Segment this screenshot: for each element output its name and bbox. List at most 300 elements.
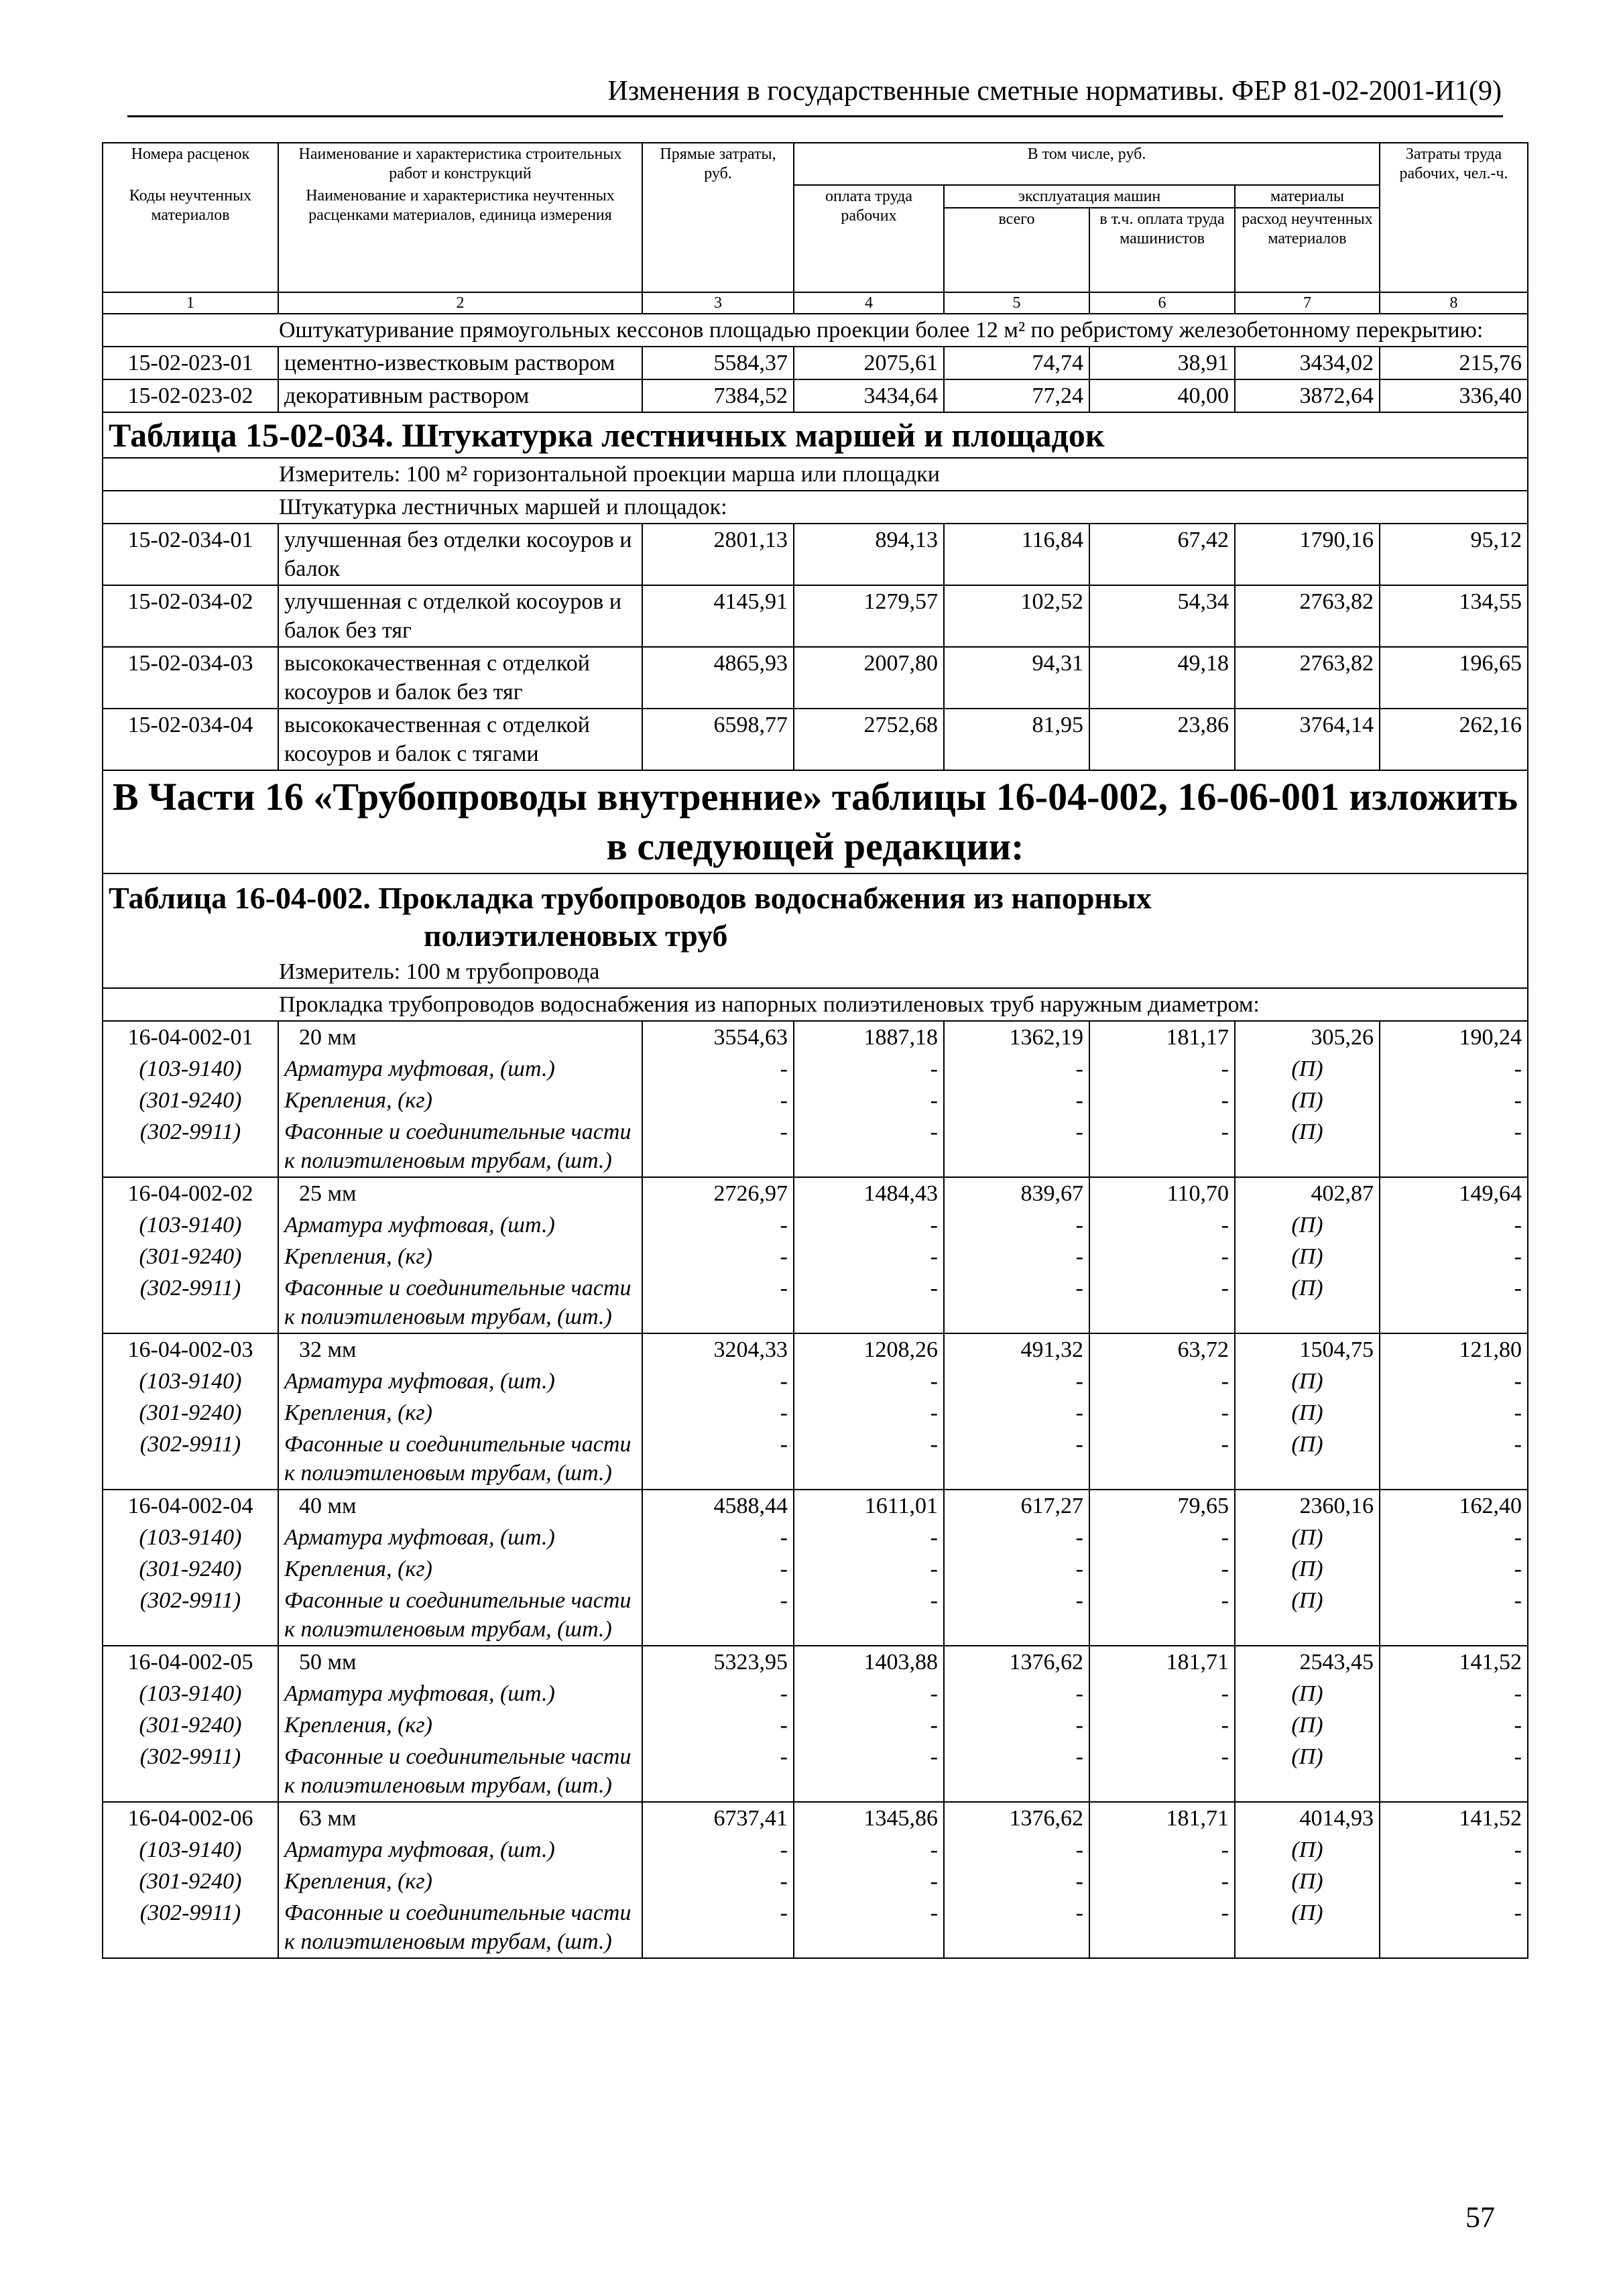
- material-name: Крепления, (кг): [278, 1241, 642, 1272]
- value-cell: 2763,82: [1235, 585, 1380, 647]
- value-cell: 3872,64: [1235, 379, 1380, 412]
- material-value: -: [1089, 1553, 1235, 1585]
- value-cell: 5584,37: [642, 347, 794, 379]
- material-code: (302-9911): [103, 1429, 278, 1490]
- material-value: -: [944, 1585, 1089, 1646]
- value-cell: 77,24: [944, 379, 1089, 412]
- material-code: (301-9240): [103, 1866, 278, 1897]
- rate-code: 15-02-034-02: [103, 585, 278, 647]
- material-value: -: [794, 1866, 944, 1897]
- material-value: -: [1089, 1241, 1235, 1272]
- material-value: -: [1089, 1585, 1235, 1646]
- work-name: 25 мм: [278, 1177, 642, 1209]
- column-number: 7: [1235, 292, 1380, 314]
- value-cell: 1484,43: [794, 1177, 944, 1209]
- material-value: -: [1089, 1272, 1235, 1333]
- value-cell: 1345,86: [794, 1802, 944, 1834]
- value-cell: 1504,75: [1235, 1333, 1380, 1366]
- material-value: -: [1380, 1085, 1528, 1116]
- material-value: -: [1089, 1741, 1235, 1802]
- rate-code: 15-02-034-04: [103, 709, 278, 770]
- value-cell: 6737,41: [642, 1802, 794, 1834]
- material-value: -: [1089, 1429, 1235, 1490]
- material-value: -: [1380, 1116, 1528, 1177]
- title-line-1: Таблица 16-04-002. Прокладка трубопроводов водоснабжения из напорных: [109, 881, 1152, 915]
- material-value: (П): [1235, 1553, 1380, 1585]
- material-value: -: [642, 1116, 794, 1177]
- material-name: Фасонные и соединительные части к полиэтиленовым трубам, (шт.): [278, 1585, 642, 1646]
- material-value: -: [794, 1522, 944, 1553]
- material-value: -: [1089, 1678, 1235, 1709]
- value-cell: 74,74: [944, 347, 1089, 379]
- table-title-16-002-text: [103, 873, 1528, 956]
- value-cell: 95,12: [1380, 524, 1528, 585]
- material-value: -: [1380, 1272, 1528, 1333]
- material-value: -: [794, 1116, 944, 1177]
- value-cell: 4588,44: [642, 1490, 794, 1522]
- value-cell: 38,91: [1089, 347, 1235, 379]
- rate-row: [103, 1646, 1528, 1678]
- rate-row: [103, 1021, 1528, 1053]
- rate-code: 16-04-002-03: [103, 1333, 278, 1366]
- material-value: -: [642, 1366, 794, 1397]
- work-name: 63 мм: [278, 1802, 642, 1834]
- value-cell: 141,52: [1380, 1802, 1528, 1834]
- material-value: -: [944, 1085, 1089, 1116]
- material-row: [103, 1241, 1528, 1272]
- value-cell: 141,52: [1380, 1646, 1528, 1678]
- value-cell: 4865,93: [642, 647, 794, 709]
- material-value: (П): [1235, 1272, 1380, 1333]
- material-value: -: [642, 1272, 794, 1333]
- work-name: улучшенная без отделки косоуров и балок: [278, 524, 642, 585]
- material-value: -: [794, 1585, 944, 1646]
- material-value: -: [642, 1429, 794, 1490]
- material-value: -: [794, 1241, 944, 1272]
- table-title-16-002: [103, 873, 1528, 956]
- material-name: Арматура муфтовая, (шт.): [278, 1053, 642, 1085]
- value-cell: 1376,62: [944, 1802, 1089, 1834]
- value-cell: 491,32: [944, 1333, 1089, 1366]
- material-value: -: [1089, 1834, 1235, 1866]
- material-value: -: [1089, 1522, 1235, 1553]
- column-number: 2: [278, 292, 642, 314]
- material-value: -: [1380, 1053, 1528, 1085]
- table-title-15-034: [103, 412, 1528, 458]
- value-cell: 196,65: [1380, 647, 1528, 709]
- value-cell: 181,71: [1089, 1802, 1235, 1834]
- material-value: -: [642, 1866, 794, 1897]
- rate-code: 16-04-002-04: [103, 1490, 278, 1522]
- value-cell: 1279,57: [794, 585, 944, 647]
- material-value: -: [944, 1053, 1089, 1085]
- material-value: -: [1380, 1897, 1528, 1958]
- column-number: 8: [1380, 292, 1528, 314]
- value-cell: 110,70: [1089, 1177, 1235, 1209]
- work-name: 20 мм: [278, 1021, 642, 1053]
- material-value: -: [794, 1209, 944, 1241]
- value-cell: 1790,16: [1235, 524, 1380, 585]
- hdr-materials: материалы: [1235, 185, 1380, 208]
- value-cell: 1208,26: [794, 1333, 944, 1366]
- material-row: [103, 1834, 1528, 1866]
- material-value: (П): [1235, 1085, 1380, 1116]
- value-cell: 4014,93: [1235, 1802, 1380, 1834]
- material-value: (П): [1235, 1241, 1380, 1272]
- column-number: 5: [944, 292, 1089, 314]
- hdr-col1-bottom: Коды неучтенных материалов: [103, 185, 278, 292]
- material-row: [103, 1397, 1528, 1429]
- material-code: (302-9911): [103, 1116, 278, 1177]
- material-row: [103, 1741, 1528, 1802]
- value-cell: 181,17: [1089, 1021, 1235, 1053]
- value-cell: 3764,14: [1235, 709, 1380, 770]
- rate-code: 15-02-034-03: [103, 647, 278, 709]
- value-cell: 149,64: [1380, 1177, 1528, 1209]
- material-code: (302-9911): [103, 1272, 278, 1333]
- value-cell: 102,52: [944, 585, 1089, 647]
- material-value: -: [944, 1116, 1089, 1177]
- column-number: 6: [1089, 292, 1235, 314]
- work-name: декоративным раствором: [278, 379, 642, 412]
- material-value: (П): [1235, 1522, 1380, 1553]
- material-row: [103, 1429, 1528, 1490]
- material-value: (П): [1235, 1585, 1380, 1646]
- material-code: (103-9140): [103, 1834, 278, 1866]
- header-row-2: [103, 185, 1528, 208]
- material-value: -: [944, 1866, 1089, 1897]
- material-value: -: [1089, 1709, 1235, 1741]
- material-row: [103, 1678, 1528, 1709]
- material-code: (103-9140): [103, 1209, 278, 1241]
- value-cell: 181,71: [1089, 1646, 1235, 1678]
- material-value: -: [944, 1397, 1089, 1429]
- value-cell: 4145,91: [642, 585, 794, 647]
- material-code: (301-9240): [103, 1085, 278, 1116]
- hdr-group: В том числе, руб.: [794, 143, 1380, 185]
- value-cell: 1611,01: [794, 1490, 944, 1522]
- material-name: Арматура муфтовая, (шт.): [278, 1366, 642, 1397]
- value-cell: 2360,16: [1235, 1490, 1380, 1522]
- work-name: 50 мм: [278, 1646, 642, 1678]
- material-value: -: [1380, 1834, 1528, 1866]
- material-value: -: [944, 1366, 1089, 1397]
- material-value: -: [944, 1209, 1089, 1241]
- section-intro-15-023: [103, 314, 1528, 347]
- value-cell: 5323,95: [642, 1646, 794, 1678]
- hdr-operator-wages: в т.ч. оплата труда машинистов: [1089, 208, 1235, 292]
- title-line-2: полиэтиленовых труб: [424, 918, 728, 953]
- rate-code: 15-02-023-01: [103, 347, 278, 379]
- work-name: 40 мм: [278, 1490, 642, 1522]
- value-cell: 3434,64: [794, 379, 944, 412]
- material-value: -: [944, 1553, 1089, 1585]
- material-value: -: [1089, 1209, 1235, 1241]
- rate-code: 16-04-002-02: [103, 1177, 278, 1209]
- value-cell: 7384,52: [642, 379, 794, 412]
- hdr-wages: оплата труда рабочих: [794, 185, 944, 292]
- rate-row: [103, 585, 1528, 647]
- value-cell: 121,80: [1380, 1333, 1528, 1366]
- material-value: -: [642, 1553, 794, 1585]
- material-value: (П): [1235, 1429, 1380, 1490]
- material-name: Фасонные и соединительные части к полиэтиленовым трубам, (шт.): [278, 1116, 642, 1177]
- section-intro-15-023-text: Оштукатуривание прямоугольных кессонов площадью проекции более 12 м² по ребристому железобетонному перекрытию:: [103, 314, 1528, 347]
- material-value: -: [642, 1522, 794, 1553]
- hdr-col1-top: Номера расценок: [103, 143, 278, 185]
- rate-code: 16-04-002-01: [103, 1021, 278, 1053]
- material-value: -: [794, 1678, 944, 1709]
- material-code: (301-9240): [103, 1397, 278, 1429]
- material-value: -: [944, 1241, 1089, 1272]
- rate-row: [103, 347, 1528, 379]
- value-cell: 894,13: [794, 524, 944, 585]
- value-cell: 305,26: [1235, 1021, 1380, 1053]
- value-cell: 6598,77: [642, 709, 794, 770]
- value-cell: 1376,62: [944, 1646, 1089, 1678]
- material-value: (П): [1235, 1866, 1380, 1897]
- value-cell: 2075,61: [794, 347, 944, 379]
- material-value: -: [1380, 1397, 1528, 1429]
- hdr-col2-top: Наименование и характеристика строительных работ и конструкций: [278, 143, 642, 185]
- material-value: -: [794, 1834, 944, 1866]
- material-value: -: [642, 1085, 794, 1116]
- value-cell: 2801,13: [642, 524, 794, 585]
- material-code: (301-9240): [103, 1709, 278, 1741]
- hdr-direct-costs: Прямые затраты, руб.: [642, 143, 794, 292]
- value-cell: 617,27: [944, 1490, 1089, 1522]
- material-value: (П): [1235, 1397, 1380, 1429]
- column-numbers-row: [103, 292, 1528, 314]
- material-value: -: [944, 1709, 1089, 1741]
- material-row: [103, 1272, 1528, 1333]
- intro-16-002-text: Прокладка трубопроводов водоснабжения из напорных полиэтиленовых труб наружным диаметром:: [103, 988, 1528, 1021]
- material-row: [103, 1366, 1528, 1397]
- norms-table: [102, 142, 1528, 1959]
- material-value: -: [944, 1897, 1089, 1958]
- meter-16-002: [103, 956, 1528, 988]
- material-value: (П): [1235, 1116, 1380, 1177]
- meter-16-002-text: Измеритель: 100 м трубопровода: [103, 956, 1528, 988]
- material-name: Арматура муфтовая, (шт.): [278, 1678, 642, 1709]
- material-value: -: [642, 1053, 794, 1085]
- material-value: -: [794, 1897, 944, 1958]
- material-value: -: [1380, 1429, 1528, 1490]
- rate-row: [103, 1802, 1528, 1834]
- value-cell: 1362,19: [944, 1021, 1089, 1053]
- material-value: -: [1380, 1741, 1528, 1802]
- material-name: Крепления, (кг): [278, 1866, 642, 1897]
- material-value: -: [642, 1209, 794, 1241]
- material-value: (П): [1235, 1209, 1380, 1241]
- material-row: [103, 1553, 1528, 1585]
- material-value: -: [794, 1553, 944, 1585]
- material-name: Крепления, (кг): [278, 1709, 642, 1741]
- part16-heading: [103, 770, 1528, 873]
- material-row: [103, 1522, 1528, 1553]
- value-cell: 215,76: [1380, 347, 1528, 379]
- material-row: [103, 1116, 1528, 1177]
- material-value: -: [642, 1897, 794, 1958]
- work-name: высококачественная с отделкой косоуров и балок с тягами: [278, 709, 642, 770]
- value-cell: 262,16: [1380, 709, 1528, 770]
- rate-code: 15-02-023-02: [103, 379, 278, 412]
- material-code: (103-9140): [103, 1522, 278, 1553]
- intro-16-002: [103, 988, 1528, 1021]
- hdr-machines: эксплуатация машин: [944, 185, 1235, 208]
- material-value: -: [1380, 1553, 1528, 1585]
- header-rule: [127, 115, 1503, 117]
- material-value: (П): [1235, 1678, 1380, 1709]
- rate-row: [103, 709, 1528, 770]
- material-name: Арматура муфтовая, (шт.): [278, 1522, 642, 1553]
- value-cell: 79,65: [1089, 1490, 1235, 1522]
- rate-code: 16-04-002-05: [103, 1646, 278, 1678]
- material-value: -: [944, 1741, 1089, 1802]
- material-code: (302-9911): [103, 1897, 278, 1958]
- value-cell: 336,40: [1380, 379, 1528, 412]
- value-cell: 40,00: [1089, 379, 1235, 412]
- column-number: 3: [642, 292, 794, 314]
- rate-row: [103, 1490, 1528, 1522]
- material-name: Арматура муфтовая, (шт.): [278, 1209, 642, 1241]
- value-cell: 2007,80: [794, 647, 944, 709]
- material-value: -: [642, 1397, 794, 1429]
- value-cell: 839,67: [944, 1177, 1089, 1209]
- rate-row: [103, 1333, 1528, 1366]
- material-value: -: [944, 1678, 1089, 1709]
- value-cell: 402,87: [1235, 1177, 1380, 1209]
- work-name: цементно-известковым раствором: [278, 347, 642, 379]
- value-cell: 1403,88: [794, 1646, 944, 1678]
- material-value: -: [1380, 1366, 1528, 1397]
- material-value: -: [1380, 1585, 1528, 1646]
- material-code: (302-9911): [103, 1585, 278, 1646]
- material-value: -: [794, 1366, 944, 1397]
- material-value: -: [794, 1709, 944, 1741]
- value-cell: 23,86: [1089, 709, 1235, 770]
- material-row: [103, 1209, 1528, 1241]
- material-value: -: [1089, 1866, 1235, 1897]
- rate-code: 16-04-002-06: [103, 1802, 278, 1834]
- material-value: (П): [1235, 1741, 1380, 1802]
- material-name: Фасонные и соединительные части к полиэтиленовым трубам, (шт.): [278, 1741, 642, 1802]
- material-value: (П): [1235, 1834, 1380, 1866]
- material-row: [103, 1709, 1528, 1741]
- value-cell: 94,31: [944, 647, 1089, 709]
- material-row: [103, 1866, 1528, 1897]
- table-body: [103, 143, 1528, 1958]
- material-value: -: [1089, 1397, 1235, 1429]
- material-row: [103, 1897, 1528, 1958]
- material-row: [103, 1585, 1528, 1646]
- value-cell: 3204,33: [642, 1333, 794, 1366]
- column-number: 1: [103, 292, 278, 314]
- material-value: -: [1089, 1116, 1235, 1177]
- value-cell: 2726,97: [642, 1177, 794, 1209]
- material-value: -: [642, 1834, 794, 1866]
- value-cell: 116,84: [944, 524, 1089, 585]
- material-value: -: [1380, 1709, 1528, 1741]
- material-name: Фасонные и соединительные части к полиэтиленовым трубам, (шт.): [278, 1429, 642, 1490]
- material-value: -: [944, 1834, 1089, 1866]
- header-row-1: [103, 143, 1528, 185]
- material-value: (П): [1235, 1053, 1380, 1085]
- table-title-15-034-text: Таблица 15-02-034. Штукатурка лестничных маршей и площадок: [103, 412, 1528, 458]
- meter-15-034: [103, 458, 1528, 491]
- material-name: Крепления, (кг): [278, 1397, 642, 1429]
- work-name: высококачественная с отделкой косоуров и балок без тяг: [278, 647, 642, 709]
- value-cell: 1887,18: [794, 1021, 944, 1053]
- value-cell: 3434,02: [1235, 347, 1380, 379]
- material-value: -: [1089, 1053, 1235, 1085]
- rate-row: [103, 1177, 1528, 1209]
- value-cell: 3554,63: [642, 1021, 794, 1053]
- material-name: Крепления, (кг): [278, 1553, 642, 1585]
- value-cell: 81,95: [944, 709, 1089, 770]
- value-cell: 134,55: [1380, 585, 1528, 647]
- intro-15-034-text: Штукатурка лестничных маршей и площадок:: [103, 491, 1528, 524]
- material-value: -: [1089, 1085, 1235, 1116]
- material-value: -: [944, 1429, 1089, 1490]
- work-name: улучшенная с отделкой косоуров и балок без тяг: [278, 585, 642, 647]
- material-row: [103, 1053, 1528, 1085]
- material-value: -: [944, 1522, 1089, 1553]
- material-name: Крепления, (кг): [278, 1085, 642, 1116]
- material-code: (301-9240): [103, 1241, 278, 1272]
- material-value: -: [794, 1085, 944, 1116]
- material-code: (103-9140): [103, 1678, 278, 1709]
- hdr-col2-bottom: Наименование и характеристика неучтенных расценками материалов, единица измерения: [278, 185, 642, 292]
- material-value: -: [642, 1709, 794, 1741]
- running-header: Изменения в государственные сметные нормативы. ФЕР 81-02-2001-И1(9): [607, 76, 1502, 107]
- material-value: (П): [1235, 1897, 1380, 1958]
- page-number: 57: [1465, 2201, 1495, 2234]
- rate-code: 15-02-034-01: [103, 524, 278, 585]
- part16-heading-text: В Части 16 «Трубопроводы внутренние» таблицы 16-04-002, 16-06-001 изложить в следующей редакции:: [103, 770, 1528, 873]
- material-name: Фасонные и соединительные части к полиэтиленовым трубам, (шт.): [278, 1272, 642, 1333]
- intro-15-034: [103, 491, 1528, 524]
- value-cell: 2543,45: [1235, 1646, 1380, 1678]
- value-cell: 67,42: [1089, 524, 1235, 585]
- material-code: (301-9240): [103, 1553, 278, 1585]
- rate-row: [103, 647, 1528, 709]
- value-cell: 2763,82: [1235, 647, 1380, 709]
- material-value: -: [794, 1397, 944, 1429]
- column-number: 4: [794, 292, 944, 314]
- material-value: -: [1380, 1209, 1528, 1241]
- material-row: [103, 1085, 1528, 1116]
- rate-row: [103, 379, 1528, 412]
- hdr-machines-total: всего: [944, 208, 1089, 292]
- material-value: -: [1380, 1522, 1528, 1553]
- material-value: -: [1380, 1241, 1528, 1272]
- material-value: -: [794, 1429, 944, 1490]
- value-cell: 49,18: [1089, 647, 1235, 709]
- material-value: (П): [1235, 1366, 1380, 1397]
- hdr-material-use: расход неучтенных материалов: [1235, 208, 1380, 292]
- material-value: -: [642, 1585, 794, 1646]
- material-value: -: [794, 1053, 944, 1085]
- material-value: -: [642, 1678, 794, 1709]
- material-value: -: [1089, 1366, 1235, 1397]
- material-name: Фасонные и соединительные части к полиэтиленовым трубам, (шт.): [278, 1897, 642, 1958]
- meter-15-034-text: Измеритель: 100 м² горизонтальной проекции марша или площадки: [103, 458, 1528, 491]
- hdr-labor-hours: Затраты труда рабочих, чел.-ч.: [1380, 143, 1528, 292]
- material-value: (П): [1235, 1709, 1380, 1741]
- material-value: -: [944, 1272, 1089, 1333]
- material-value: -: [794, 1741, 944, 1802]
